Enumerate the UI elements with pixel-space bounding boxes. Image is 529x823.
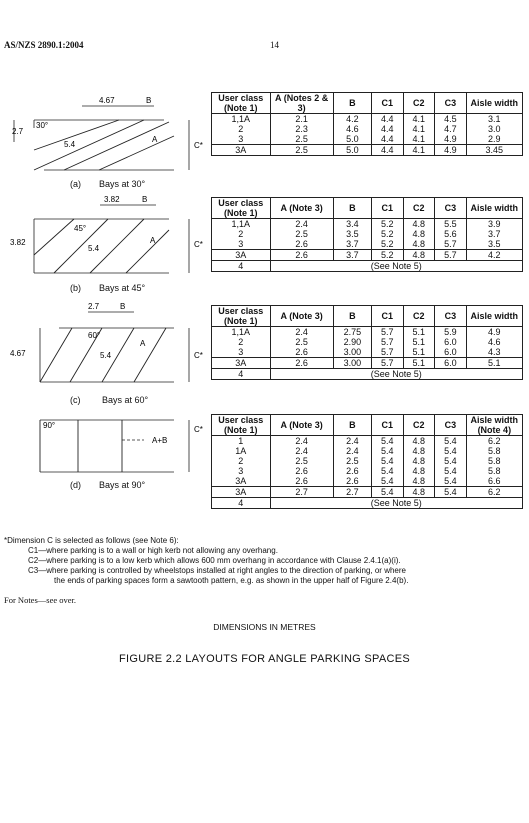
cell: 4.8 xyxy=(403,476,435,487)
caption-letter: (d) xyxy=(70,480,81,490)
cell: 2.5 xyxy=(270,456,333,466)
header-cell: C1 xyxy=(371,306,403,327)
cell: 5.1 xyxy=(403,347,435,358)
cell: 5.7 xyxy=(371,337,403,347)
standard-number: AS/NZS 2890.1:2004 xyxy=(4,40,84,50)
cell: 6.0 xyxy=(435,347,467,358)
dim-width-label: 3.82 xyxy=(104,195,120,204)
cell: 5.4 xyxy=(371,466,403,476)
dim-c-label: C* xyxy=(194,141,203,150)
cell: 5.2 xyxy=(371,239,403,250)
dim-side-label: 2.7 xyxy=(12,127,24,136)
dim-diag-label: 5.4 xyxy=(64,140,76,149)
cell: 5.8 xyxy=(466,456,522,466)
header-cell: C3 xyxy=(435,306,467,327)
cell: 6.0 xyxy=(435,337,467,347)
table-45 xyxy=(211,197,523,272)
angle-label: 90° xyxy=(43,421,56,430)
cell: 3.7 xyxy=(333,239,371,250)
cell: 5.0 xyxy=(333,145,371,156)
cell: 4.1 xyxy=(403,124,435,134)
cell: 6.2 xyxy=(466,487,522,498)
diagram-30-drawing xyxy=(4,92,209,192)
cell: 4.4 xyxy=(371,134,403,145)
header-cell: A (Notes 2 & 3) xyxy=(270,93,333,114)
note-c3-continued: the ends of parking spaces form a sawtooth pattern, e.g. as shown in the upper half of Figure 2.4(b). xyxy=(54,576,409,585)
cell: 5.1 xyxy=(403,337,435,347)
cell: 4.7 xyxy=(435,124,467,134)
angle-label: 30° xyxy=(36,121,49,130)
header-cell: C2 xyxy=(403,415,435,436)
table-row xyxy=(212,327,523,338)
header-cell: Aisle width xyxy=(466,198,522,219)
caption-text: Bays at 60° xyxy=(102,395,149,405)
cell: 4.9 xyxy=(466,327,522,338)
dim-b-label: B xyxy=(146,96,152,105)
cell: 5.1 xyxy=(403,327,435,338)
dim-width-label: 4.67 xyxy=(99,96,115,105)
header-cell: C1 xyxy=(371,415,403,436)
cell: 3A xyxy=(212,487,271,498)
table-row xyxy=(212,436,523,447)
cell: 4.4 xyxy=(371,114,403,125)
diagram-45-drawing xyxy=(4,195,209,295)
diagram-45 xyxy=(4,195,209,295)
table-footer-row xyxy=(212,498,523,509)
dim-c-label: C* xyxy=(194,425,203,434)
figure-caption: FIGURE 2.2 LAYOUTS FOR ANGLE PARKING SPACES xyxy=(118,653,411,665)
dim-side-label: 3.82 xyxy=(10,238,26,247)
table-header-row xyxy=(212,198,523,219)
table-row xyxy=(212,487,523,498)
cell: 4.1 xyxy=(403,145,435,156)
cell: 5.4 xyxy=(435,466,467,476)
dim-c-label: C* xyxy=(194,351,203,360)
dim-width-label: 2.7 xyxy=(88,302,100,311)
note-c2: C2—where parking is to a low kerb which allows 600 mm overhang in accordance with Clause 2.4.1(a)(i). xyxy=(28,556,401,565)
cell: 4.1 xyxy=(403,114,435,125)
cell: 4.9 xyxy=(435,134,467,145)
table-header-row xyxy=(212,93,523,114)
cell: 5.1 xyxy=(466,358,522,369)
table-row xyxy=(212,250,523,261)
header-cell: C2 xyxy=(403,306,435,327)
cell: 6.0 xyxy=(435,358,467,369)
cell: 5.7 xyxy=(435,250,467,261)
cell: 2 xyxy=(212,229,271,239)
diagram-60 xyxy=(4,300,209,410)
cell: 6.6 xyxy=(466,476,522,487)
table-60 xyxy=(211,305,523,380)
dim-diag-label: 5.4 xyxy=(100,351,112,360)
note-c3: C3—where parking is controlled by wheelstops installed at right angles to the direction of parking, or where xyxy=(28,566,406,575)
cell: 4.6 xyxy=(333,124,371,134)
cell: 2.5 xyxy=(270,229,333,239)
cell: 2.6 xyxy=(333,476,371,487)
header-cell: C1 xyxy=(371,93,403,114)
angle-label: 60° xyxy=(88,331,101,340)
cell: 2.4 xyxy=(270,446,333,456)
note-c1: C1—where parking is to a wall or high kerb not allowing any overhang. xyxy=(28,546,278,555)
table-row xyxy=(212,358,523,369)
cell: 5.4 xyxy=(371,456,403,466)
header-cell: User class (Note 1) xyxy=(212,198,271,219)
header-cell: User class (Note 1) xyxy=(212,306,271,327)
cell: 5.7 xyxy=(371,327,403,338)
cell: 4.8 xyxy=(403,436,435,447)
cell: 2.90 xyxy=(333,337,371,347)
cell: 4.5 xyxy=(435,114,467,125)
cell: 1,1A xyxy=(212,114,271,125)
header-cell: Aisle width xyxy=(466,93,522,114)
cell: 4.6 xyxy=(466,337,522,347)
header-cell: User class (Note 1) xyxy=(212,415,271,436)
diagram-30 xyxy=(4,92,209,192)
cell: 3.7 xyxy=(466,229,522,239)
table-row xyxy=(212,219,523,230)
cell: 3.5 xyxy=(333,229,371,239)
header-cell: Aisle width xyxy=(466,306,522,327)
cell: 5.2 xyxy=(371,229,403,239)
caption-text: Bays at 30° xyxy=(99,179,146,189)
cell: 5.4 xyxy=(435,487,467,498)
cell: 2.5 xyxy=(270,145,333,156)
cell: 2.5 xyxy=(333,456,371,466)
cell: 5.4 xyxy=(435,456,467,466)
cell: 2.4 xyxy=(333,436,371,447)
cell: 3A xyxy=(212,476,271,487)
cell: 5.4 xyxy=(371,476,403,487)
cell: 4.4 xyxy=(371,145,403,156)
header-cell: A (Note 3) xyxy=(270,198,333,219)
table-footer-row xyxy=(212,369,523,380)
table-row xyxy=(212,337,523,347)
cell: 2.9 xyxy=(466,134,522,145)
table-header-row xyxy=(212,415,523,436)
table-row xyxy=(212,446,523,456)
cell: 2.6 xyxy=(270,250,333,261)
cell: 5.4 xyxy=(371,487,403,498)
cell: 2.5 xyxy=(270,134,333,145)
header-cell: C2 xyxy=(403,93,435,114)
dim-a-label: A xyxy=(150,236,156,245)
cell: 5.8 xyxy=(466,446,522,456)
cell: 3 xyxy=(212,134,271,145)
header-cell: B xyxy=(333,415,371,436)
dim-b-label: B xyxy=(120,302,126,311)
table-row xyxy=(212,456,523,466)
table-row xyxy=(212,124,523,134)
cell: 4.8 xyxy=(403,446,435,456)
dimensions-label: DIMENSIONS IN METRES xyxy=(213,622,316,632)
table-90 xyxy=(211,414,523,509)
cell: 4.4 xyxy=(371,124,403,134)
cell: 3.4 xyxy=(333,219,371,230)
caption-letter: (b) xyxy=(70,283,81,293)
dim-side-label: 4.67 xyxy=(10,349,26,358)
cell: 4 xyxy=(212,369,271,380)
dimension-c-notes xyxy=(4,536,524,586)
diagram-60-drawing xyxy=(4,300,209,410)
cell: 5.5 xyxy=(435,219,467,230)
cell: 3.0 xyxy=(466,124,522,134)
cell: 5.4 xyxy=(435,436,467,447)
cell: 3A xyxy=(212,145,271,156)
cell: 5.7 xyxy=(371,347,403,358)
cell: 4 xyxy=(212,261,271,272)
cell: 2.6 xyxy=(270,239,333,250)
see-note-cell: (See Note 5) xyxy=(270,498,522,509)
dim-diag-label: 5.4 xyxy=(88,244,100,253)
table-row xyxy=(212,114,523,125)
cell: 5.4 xyxy=(371,436,403,447)
table-row xyxy=(212,134,523,145)
cell: 1,1A xyxy=(212,327,271,338)
dim-a-label: A xyxy=(140,339,146,348)
cell: 1A xyxy=(212,446,271,456)
cell: 2.6 xyxy=(270,347,333,358)
cell: 2.6 xyxy=(333,466,371,476)
cell: 4.1 xyxy=(403,134,435,145)
cell: 5.7 xyxy=(435,239,467,250)
cell: 4 xyxy=(212,498,271,509)
header-cell: B xyxy=(333,306,371,327)
cell: 2 xyxy=(212,337,271,347)
cell: 3.9 xyxy=(466,219,522,230)
table-row xyxy=(212,239,523,250)
header-cell: C1 xyxy=(371,198,403,219)
cell: 2.5 xyxy=(270,337,333,347)
header-cell: B xyxy=(333,93,371,114)
dim-b-label: B xyxy=(142,195,148,204)
cell: 5.4 xyxy=(371,446,403,456)
cell: 3A xyxy=(212,358,271,369)
cell: 5.1 xyxy=(403,358,435,369)
cell: 2.4 xyxy=(333,446,371,456)
cell: 2 xyxy=(212,456,271,466)
see-note-cell: (See Note 5) xyxy=(270,369,522,380)
cell: 3.45 xyxy=(466,145,522,156)
cell: 4.8 xyxy=(403,487,435,498)
table-header-row xyxy=(212,306,523,327)
table-row xyxy=(212,466,523,476)
cell: 1 xyxy=(212,436,271,447)
cell: 2.75 xyxy=(333,327,371,338)
cell: 4.8 xyxy=(403,229,435,239)
cell: 5.4 xyxy=(435,476,467,487)
cell: 3.7 xyxy=(333,250,371,261)
cell: 5.8 xyxy=(466,466,522,476)
cell: 3.00 xyxy=(333,347,371,358)
caption-text: Bays at 90° xyxy=(99,480,146,490)
page-number: 14 xyxy=(270,40,279,50)
cell: 2.4 xyxy=(270,436,333,447)
see-note-cell: (See Note 5) xyxy=(270,261,522,272)
cell: 5.6 xyxy=(435,229,467,239)
cell: 4.2 xyxy=(466,250,522,261)
cell: 2.4 xyxy=(270,327,333,338)
cell: 4.8 xyxy=(403,466,435,476)
header-cell: B xyxy=(333,198,371,219)
header-cell: User class (Note 1) xyxy=(212,93,271,114)
cell: 6.2 xyxy=(466,436,522,447)
header-cell: Aisle width (Note 4) xyxy=(466,415,522,436)
cell: 5.4 xyxy=(435,446,467,456)
cell: 2.7 xyxy=(333,487,371,498)
header-cell: C3 xyxy=(435,198,467,219)
caption-text: Bays at 45° xyxy=(99,283,146,293)
cell: 3.00 xyxy=(333,358,371,369)
cell: 4.8 xyxy=(403,219,435,230)
cell: 2.1 xyxy=(270,114,333,125)
header-cell: C3 xyxy=(435,93,467,114)
cell: 1,1A xyxy=(212,219,271,230)
caption-letter: (c) xyxy=(70,395,81,405)
for-notes-reference: For Notes—see over. xyxy=(4,595,77,605)
cell: 3A xyxy=(212,250,271,261)
diagram-90 xyxy=(4,412,209,497)
header-cell: C2 xyxy=(403,198,435,219)
table-row xyxy=(212,476,523,487)
cell: 4.8 xyxy=(403,239,435,250)
notes-intro: *Dimension C is selected as follows (see Note 6): xyxy=(4,536,179,545)
header-cell: A (Note 3) xyxy=(270,415,333,436)
cell: 5.2 xyxy=(371,219,403,230)
table-row xyxy=(212,229,523,239)
table-row xyxy=(212,347,523,358)
cell: 3.5 xyxy=(466,239,522,250)
cell: 5.9 xyxy=(435,327,467,338)
caption-letter: (a) xyxy=(70,179,81,189)
cell: 4.8 xyxy=(403,250,435,261)
dim-a-label: A xyxy=(152,135,158,144)
table-row xyxy=(212,145,523,156)
cell: 3 xyxy=(212,239,271,250)
cell: 2.4 xyxy=(270,219,333,230)
cell: 3 xyxy=(212,466,271,476)
cell: 4.3 xyxy=(466,347,522,358)
cell: 4.9 xyxy=(435,145,467,156)
header-cell: A (Note 3) xyxy=(270,306,333,327)
header-cell: C3 xyxy=(435,415,467,436)
cell: 5.2 xyxy=(371,250,403,261)
dim-c-label: C* xyxy=(194,240,203,249)
angle-label: 45° xyxy=(74,224,87,233)
cell: 2 xyxy=(212,124,271,134)
table-footer-row xyxy=(212,261,523,272)
dim-ab-label: A+B xyxy=(152,436,168,445)
cell: 2.6 xyxy=(270,476,333,487)
cell: 5.7 xyxy=(371,358,403,369)
cell: 3 xyxy=(212,347,271,358)
cell: 2.6 xyxy=(270,466,333,476)
table-30 xyxy=(211,92,523,156)
cell: 4.8 xyxy=(403,456,435,466)
cell: 3.1 xyxy=(466,114,522,125)
cell: 5.0 xyxy=(333,134,371,145)
cell: 2.3 xyxy=(270,124,333,134)
cell: 2.7 xyxy=(270,487,333,498)
cell: 2.6 xyxy=(270,358,333,369)
cell: 4.2 xyxy=(333,114,371,125)
